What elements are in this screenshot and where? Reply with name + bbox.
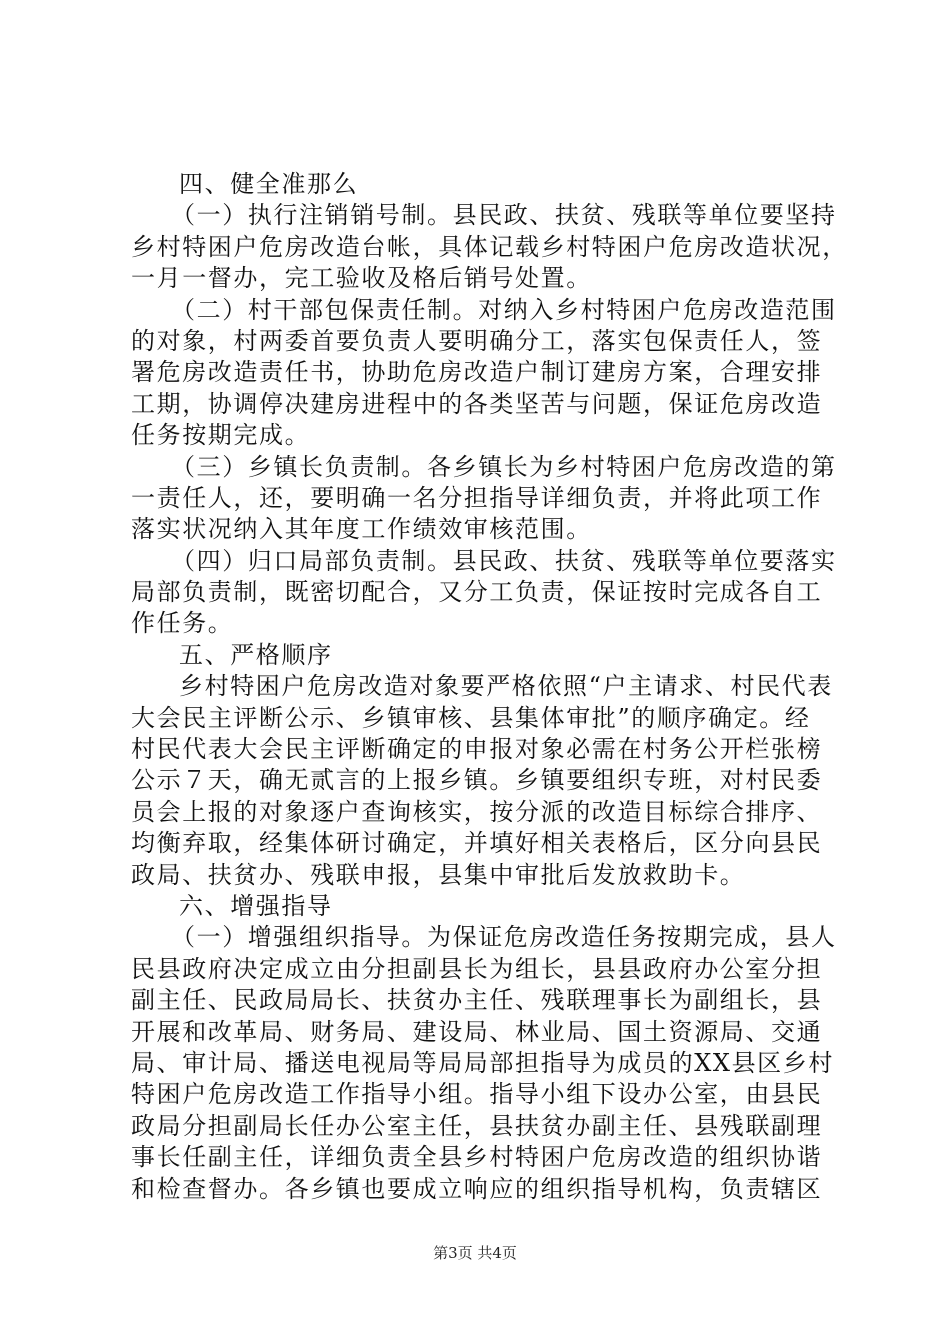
paragraph-line: （一）增强组织指导。为保证危房改造任务按期完成，县人: [171, 923, 837, 952]
paragraph-line: 员会上报的对象逐户查询核实，按分派的改造目标综合排序、: [131, 797, 823, 826]
paragraph-line: 民县政府决定成立由分担副县长为组长，县县政府办公室分担: [131, 954, 823, 983]
paragraph-line: （一）执行注销销号制。县民政、扶贫、残联等单位要坚持: [171, 201, 837, 230]
paragraph-line: （三）乡镇长负责制。各乡镇长为乡村特困户危房改造的第: [171, 452, 837, 481]
paragraph-line: 公示７天，确无贰言的上报乡镇。乡镇要组织专班，对村民委: [131, 766, 823, 795]
paragraph-line: 村民代表大会民主评断确定的申报对象必需在村务公开栏张榜: [131, 735, 823, 764]
paragraph-line: 工期，协调停决建房进程中的各类坚苦与问题，保证危房改造: [131, 389, 823, 418]
paragraph-line: 落实状况纳入其年度工作绩效审核范围。: [131, 515, 592, 544]
paragraph-line: 大会民主评断公示、乡镇审核、县集体审批”的顺序确定。经: [131, 703, 811, 732]
section-heading-4: 四、健全准那么: [179, 170, 359, 198]
paragraph-line: 的对象，村两委首要负责人要明确分工，落实包保责任人，签: [131, 326, 823, 355]
paragraph-line: 一责任人，还，要明确一名分担指导详细负责，并将此项工作: [131, 483, 823, 512]
paragraph-line: 政局、扶贫办、残联申报，县集中审批后发放救助卡。: [131, 860, 746, 889]
paragraph-line: 乡村特困户危房改造对象要严格依照“户主请求、村民代表: [179, 672, 833, 701]
section-heading-5: 五、严格顺序: [179, 640, 333, 669]
paragraph-line: 特困户危房改造工作指导小组。指导小组下设办公室，由县民: [131, 1080, 823, 1109]
paragraph-line: 一月一督办，完工验收及格后销号处置。: [131, 264, 592, 293]
paragraph-line: 作任务。: [131, 609, 234, 638]
paragraph-line: 副主任、民政局局长、扶贫办主任、残联理事长为副组长，县: [131, 986, 823, 1015]
paragraph-line: 开展和改革局、财务局、建设局、林业局、国土资源局、交通: [131, 1017, 823, 1046]
paragraph-line: 局部负责制，既密切配合，又分工负责，保证按时完成各自工: [131, 578, 823, 607]
paragraph-line: 政局分担副局长任办公室主任，县扶贫办副主任、县残联副理: [131, 1111, 823, 1140]
section-heading-6: 六、增强指导: [179, 891, 333, 920]
paragraph-line: 署危房改造责任书，协助危房改造户制订建房方案，合理安排: [131, 358, 823, 387]
paragraph-line: 任务按期完成。: [131, 421, 311, 450]
paragraph-line: 乡村特困户危房改造台帐，具体记载乡村特困户危房改造状况，: [131, 232, 848, 261]
paragraph-line: 事长任副主任，详细负责全县乡村特困户危房改造的组织协谐: [131, 1143, 823, 1172]
paragraph-line: 均衡弃取，经集体研讨确定，并填好相关表格后，区分向县民: [131, 829, 823, 858]
document-body: [131, 169, 848, 1205]
paragraph-line: （四）归口局部负责制。县民政、扶贫、残联等单位要落实: [171, 546, 837, 575]
page-number-footer: 第3页 共4页: [433, 1244, 517, 1262]
paragraph-line: 局、审计局、播送电视局等局局部担指导为成员的XX县区乡村: [131, 1048, 834, 1077]
paragraph-line: （二）村干部包保责任制。对纳入乡村特困户危房改造范围: [171, 295, 837, 324]
paragraph-line: 和检查督办。各乡镇也要成立响应的组织指导机构，负责辖区: [131, 1174, 823, 1203]
